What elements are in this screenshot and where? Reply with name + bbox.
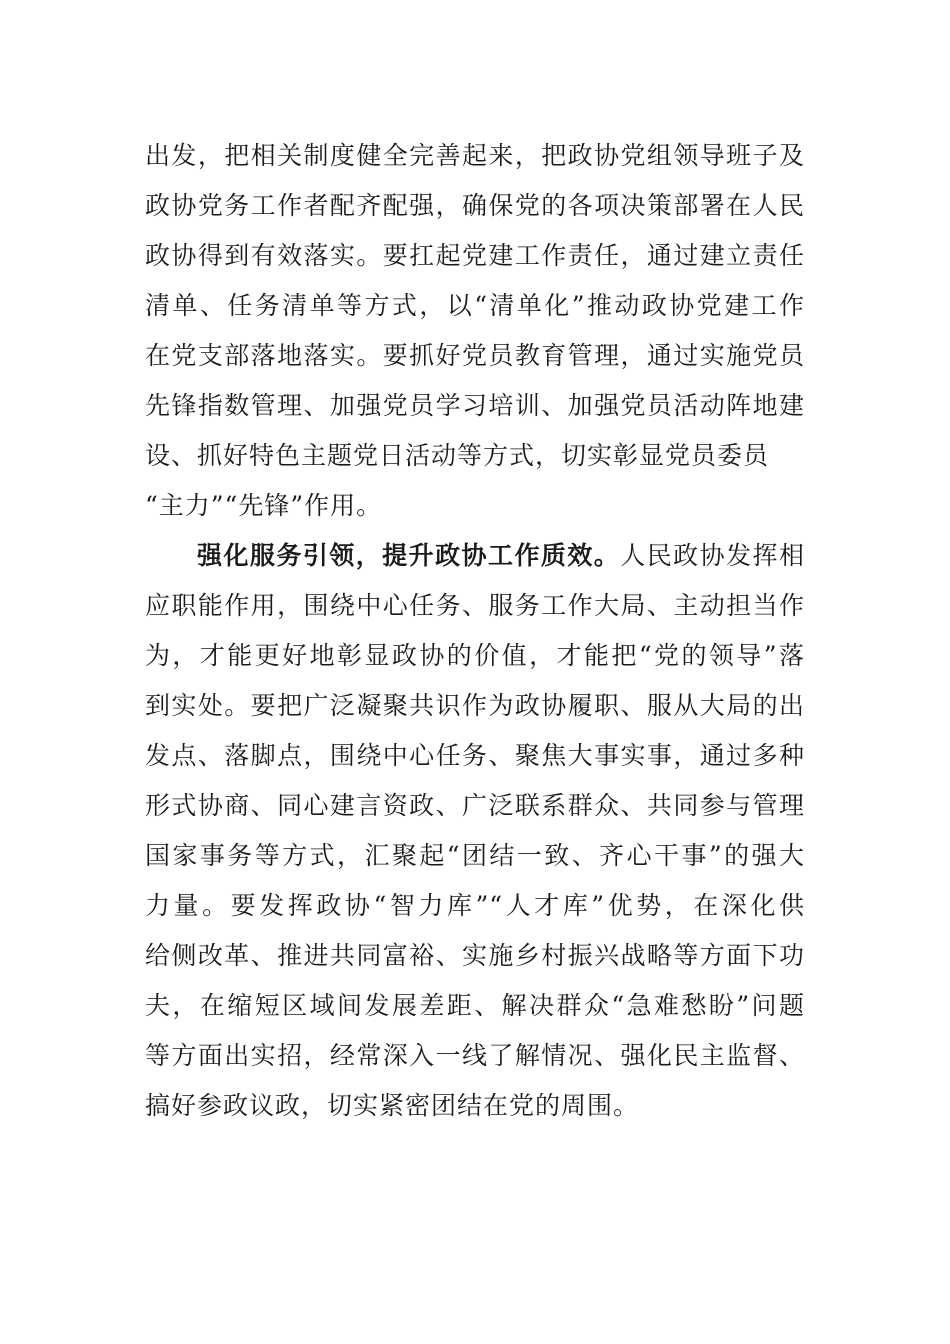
paragraph-1-line: “主力”“先锋”作用。 (145, 491, 383, 520)
paragraph-2-line: 国家事务等方式，汇聚起“团结一致、齐心干事”的强大 (145, 841, 805, 870)
paragraph-2-line: 到实处。要把广泛凝聚共识作为政协履职、服从大局的出 (145, 691, 805, 720)
paragraph-1-line: 清单、任务清单等方式，以“清单化”推动政协党建工作 (145, 291, 805, 320)
paragraph-1-line: 政协得到有效落实。要扛起党建工作责任，通过建立责任 (145, 241, 805, 270)
paragraph-1-line: 在党支部落地落实。要抓好党员教育管理，通过实施党员 (145, 341, 805, 370)
paragraph-2-heading: 强化服务引领，提升政协工作质效。 (197, 541, 621, 570)
paragraph-2 (145, 531, 805, 1131)
paragraph-2-line: 为，才能更好地彰显政协的价值，才能把“党的领导”落 (145, 641, 805, 670)
paragraph-2-line: 等方面出实招，经常深入一线了解情况、强化民主监督、 (145, 1041, 805, 1070)
paragraph-1-line: 设、抓好特色主题党日活动等方式，切实彰显党员委员 (145, 441, 770, 470)
paragraph-2-line: 给侧改革、推进共同富裕、实施乡村振兴战略等方面下功 (145, 941, 805, 970)
paragraph-2-line: 发点、落脚点，围绕中心任务、聚焦大事实事，通过多种 (145, 741, 805, 770)
paragraph-2-first-line-rest: 人民政协发挥相 (620, 541, 805, 570)
paragraph-1-line: 政协党务工作者配齐配强，确保党的各项决策部署在人民 (145, 191, 805, 220)
paragraph-2-line: 夫，在缩短区域间发展差距、解决群众“急难愁盼”问题 (145, 991, 805, 1020)
document-body (145, 131, 805, 1131)
paragraph-2-line: 形式协商、同心建言资政、广泛联系群众、共同参与管理 (145, 791, 805, 820)
paragraph-2-line: 搞好参政议政，切实紧密团结在党的周围。 (145, 1091, 640, 1120)
paragraph-2-line: 应职能作用，围绕中心任务、服务工作大局、主动担当作 (145, 591, 805, 620)
paragraph-1-line: 出发，把相关制度健全完善起来，把政协党组领导班子及 (145, 141, 805, 170)
paragraph-1-line: 先锋指数管理、加强党员学习培训、加强党员活动阵地建 (145, 391, 805, 420)
paragraph-1 (145, 131, 805, 531)
paragraph-2-first-line (145, 531, 805, 581)
paragraph-2-line: 力量。要发挥政协“智力库”“人才库”优势，在深化供 (145, 891, 805, 920)
